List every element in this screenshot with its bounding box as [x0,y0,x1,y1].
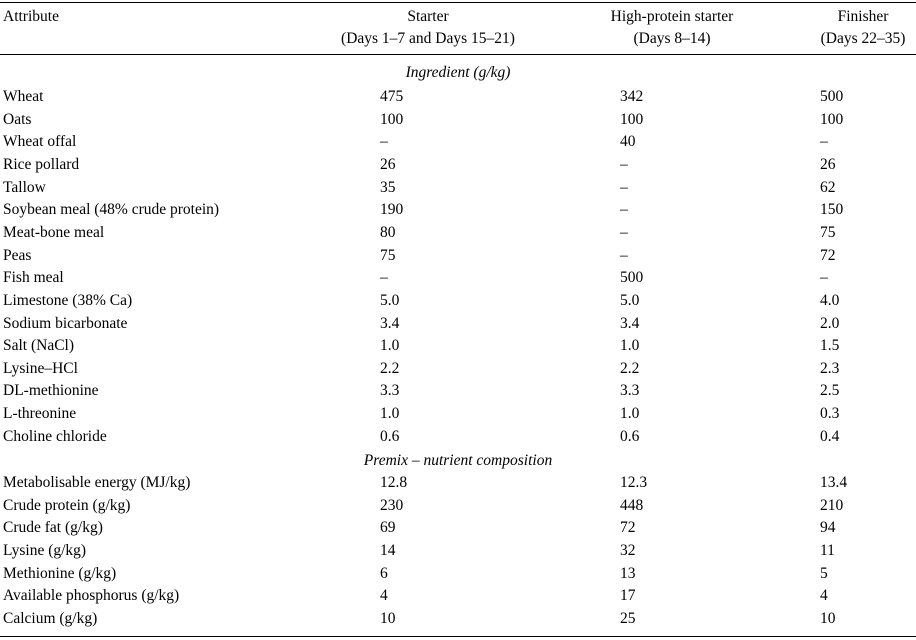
row-attribute: Oats [3,110,32,128]
section-ingredient: Ingredient (g/kg) [405,64,511,81]
cell-starter: 75 [380,246,396,264]
cell-starter: 5.0 [380,291,400,309]
cell-high-protein-starter: 1.0 [620,337,640,355]
cell-finisher: 4 [820,587,828,605]
cell-starter: 35 [380,178,396,196]
table-row [0,131,916,154]
table-row [0,313,916,336]
cell-starter: – [380,269,388,287]
cell-high-protein-starter: – [620,155,628,173]
cell-finisher: 62 [820,178,836,196]
table-row [0,109,916,132]
cell-starter: 10 [380,609,396,627]
row-attribute: Soybean meal (48% crude protein) [3,201,220,219]
cell-finisher: 2.3 [820,359,840,377]
row-attribute: Meat-bone meal [3,223,105,241]
cell-finisher: 0.3 [820,405,840,423]
cell-finisher: 11 [820,541,835,559]
row-attribute: Wheat offal [3,133,77,151]
table-row [0,267,916,290]
table-row [0,540,916,563]
table-row [0,380,916,403]
row-attribute: Calcium (g/kg) [3,609,98,627]
cell-finisher: 13.4 [820,474,848,491]
table-row [0,608,916,631]
cell-high-protein-starter: 5.0 [620,291,640,309]
row-attribute: Lysine (g/kg) [3,541,87,559]
cell-finisher: 150 [820,201,844,219]
row-attribute: Wheat [3,88,44,105]
row-attribute: Available phosphorus (g/kg) [3,587,180,605]
cell-high-protein-starter: 3.3 [620,382,640,400]
cell-high-protein-starter: – [620,201,628,219]
cell-finisher: 1.5 [820,337,840,355]
header-starter-days: (Days 1–7 and Days 15–21) [341,30,515,47]
row-attribute: Tallow [3,178,46,196]
cell-finisher: 100 [820,110,844,128]
table-row [0,495,916,518]
cell-starter: 69 [380,519,396,537]
cell-finisher: 72 [820,246,836,264]
header-starter: Starter [407,8,449,25]
table-row [0,222,916,245]
table-row [0,154,916,177]
cell-high-protein-starter: – [620,246,628,264]
cell-high-protein-starter: – [620,178,628,196]
row-attribute: DL-methionine [3,382,99,400]
row-attribute: Salt (NaCl) [3,337,75,355]
cell-starter: 230 [380,496,404,514]
cell-high-protein-starter: 12.3 [620,474,648,491]
table-row [0,563,916,586]
cell-high-protein-starter: 17 [620,587,636,605]
cell-high-protein-starter: 40 [620,133,636,151]
table-row [0,335,916,358]
table-row [0,86,916,109]
cell-finisher: 210 [820,496,844,514]
row-attribute: Limestone (38% Ca) [3,291,133,309]
cell-starter: 14 [380,541,396,559]
cell-finisher: – [820,133,828,151]
row-attribute: Crude fat (g/kg) [3,519,103,537]
cell-high-protein-starter: 2.2 [620,359,640,377]
cell-finisher: 500 [820,88,844,105]
table-row [0,290,916,313]
cell-starter: 1.0 [380,405,400,423]
cell-finisher: 4.0 [820,291,840,309]
header-attribute: Attribute [3,8,59,25]
table-row [0,358,916,381]
row-attribute: L-threonine [3,405,77,423]
cell-starter: 475 [380,88,404,105]
row-attribute: Rice pollard [3,155,80,173]
row-attribute: Fish meal [3,269,64,287]
cell-high-protein-starter: 72 [620,519,636,537]
cell-finisher: 2.0 [820,314,840,332]
table-row [0,426,916,449]
table-row [0,517,916,540]
cell-high-protein-starter: 448 [620,496,644,514]
header-rule [0,54,916,55]
row-attribute: Peas [3,246,32,264]
cell-high-protein-starter: 32 [620,541,636,559]
cell-high-protein-starter: 100 [620,110,644,128]
cell-high-protein-starter: 500 [620,269,644,287]
table-row [0,199,916,222]
cell-starter: 100 [380,110,404,128]
cell-high-protein-starter: 25 [620,609,636,627]
row-attribute: Sodium bicarbonate [3,314,128,332]
table-row [0,472,916,495]
cell-starter: 0.6 [380,427,400,445]
cell-finisher: 94 [820,519,836,537]
row-attribute: Metabolisable energy (MJ/kg) [3,474,191,491]
cell-starter: 3.3 [380,382,400,400]
cell-finisher: 0.4 [820,427,840,445]
cell-starter: – [380,133,388,151]
cell-high-protein-starter: – [620,223,628,241]
cell-starter: 2.2 [380,359,400,377]
row-attribute: Choline chloride [3,427,107,445]
table-row [0,177,916,200]
table-row [0,245,916,268]
cell-high-protein-starter: 1.0 [620,405,640,423]
header-high-protein-starter: High-protein starter [610,8,734,25]
header-high-protein-days: (Days 8–14) [633,30,711,47]
cell-starter: 1.0 [380,337,400,355]
cell-starter: 3.4 [380,314,400,332]
cell-starter: 4 [380,587,388,605]
section-premix: Premix – nutrient composition [363,452,553,469]
cell-high-protein-starter: 3.4 [620,314,640,332]
cell-finisher: – [820,269,828,287]
header-finisher-days: (Days 22–35) [820,30,906,47]
cell-finisher: 75 [820,223,836,241]
row-attribute: Methionine (g/kg) [3,564,117,582]
cell-starter: 80 [380,223,396,241]
cell-high-protein-starter: 0.6 [620,427,640,445]
cell-finisher: 2.5 [820,382,840,400]
bottom-rule [0,636,916,637]
row-attribute: Lysine–HCl [3,359,78,377]
cell-finisher: 5 [820,564,828,582]
cell-high-protein-starter: 13 [620,564,636,582]
header-finisher: Finisher [837,8,889,25]
table-row [0,403,916,426]
cell-high-protein-starter: 342 [620,88,644,105]
cell-finisher: 26 [820,155,836,173]
cell-starter: 6 [380,564,388,582]
row-attribute: Crude protein (g/kg) [3,496,131,514]
table-row [0,585,916,608]
cell-finisher: 10 [820,609,836,627]
top-rule [0,2,916,3]
cell-starter: 26 [380,155,396,173]
cell-starter: 190 [380,201,404,219]
cell-starter: 12.8 [380,474,408,491]
